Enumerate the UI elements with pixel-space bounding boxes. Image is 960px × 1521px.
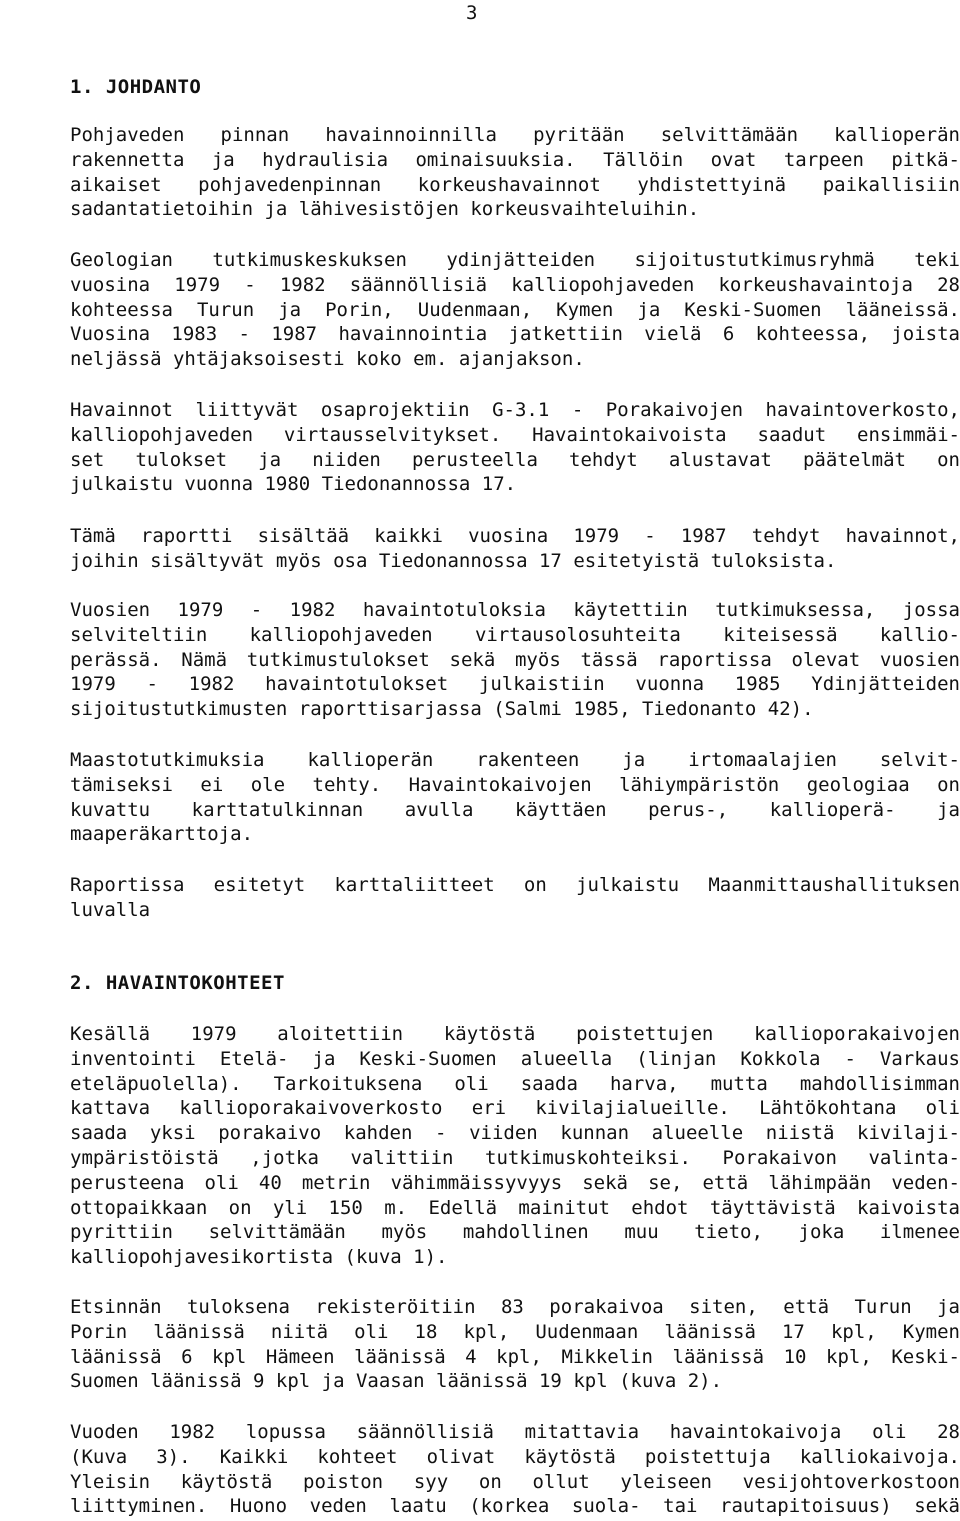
text-line: ottopaikkaan on yli 150 m. Edellä mainitut ehdot täyttävistä kaivoista bbox=[70, 1196, 960, 1219]
text-line: läänissä 6 kpl Hämeen läänissä 4 kpl, Mikkelin läänissä 10 kpl, Keski- bbox=[70, 1345, 960, 1368]
text-line: Suomen läänissä 9 kpl ja Vaasan läänissä 19 kpl (kuva 2). bbox=[70, 1370, 723, 1393]
text-line: kuvattu karttatulkinnan avulla käyttäen perus-, kallioperä- ja bbox=[70, 798, 960, 821]
paragraph bbox=[70, 748, 960, 847]
text-line: selviteltiin kalliopohjaveden virtausolosuhteita kiteisessä kallio- bbox=[70, 623, 960, 646]
paragraph bbox=[70, 123, 960, 222]
text-line: julkaistu vuonna 1980 Tiedonannossa 17. bbox=[70, 473, 517, 496]
text-line: perusteena oli 40 metrin vähimmäissyvyys sekä se, että lähimpään veden- bbox=[70, 1171, 960, 1194]
text-line: pyrittiin selvittämään myös mahdollinen muu tieto, joka ilmenee bbox=[70, 1221, 960, 1244]
text-line: Vuoden 1982 lopussa säännöllisiä mitattavia havaintokaivoja oli 28 bbox=[70, 1421, 960, 1443]
text-line: Maastotutkimuksia kallioperän rakenteen ja irtomaalajien selvit- bbox=[70, 749, 960, 771]
text-line: kalliopohjaveden virtausselvitykset. Havaintokaivoista saadut ensimmäi- bbox=[70, 423, 960, 446]
text-line: rakennetta ja hydraulisia ominaisuuksia. Tällöin ovat tarpeen pitkä- bbox=[70, 148, 960, 171]
text-line: Pohjaveden pinnan havainnoinnilla pyritään selvittämään kallioperän bbox=[70, 124, 960, 146]
text-line: (Kuva 3). Kaikki kohteet olivat käytöstä poistettuja kalliokaivoja. bbox=[70, 1445, 960, 1468]
section-2-heading: 2. HAVAINTOKOHTEET bbox=[70, 972, 285, 994]
text-line: eteläpuolella). Tarkoituksena oli saada harva, mutta mahdollisimman bbox=[70, 1072, 960, 1095]
paragraph bbox=[70, 873, 960, 923]
text-line: ympäristöistä ,jotka valittiin tutkimuskohteiksi. Porakaivon valinta- bbox=[70, 1146, 960, 1169]
paragraph bbox=[70, 398, 960, 497]
text-line: sadantatietoihin ja lähivesistöjen korkeusvaihteluihin. bbox=[70, 198, 700, 221]
text-line: Kesällä 1979 aloitettiin käytöstä poistettujen kallioporakaivojen bbox=[70, 1023, 960, 1045]
text-line: Etsinnän tuloksena rekisteröitiin 83 porakaivoa siten, että Turun ja bbox=[70, 1296, 960, 1318]
text-line: Yleisin käytöstä poiston syy on ollut yleiseen vesijohtoverkostoon bbox=[70, 1470, 960, 1493]
text-line: set tulokset ja niiden perusteella tehdyt alustavat päätelmät on bbox=[70, 448, 960, 471]
text-line: liittyminen. Huono veden laatu (korkea suola- tai rautapitoisuus) sekä bbox=[70, 1495, 960, 1518]
text-line: Raportissa esitetyt karttaliitteet on julkaistu Maanmittaushallituksen bbox=[70, 874, 960, 896]
text-line: sijoitustutkimusten raporttisarjassa (Salmi 1985, Tiedonanto 42). bbox=[70, 698, 814, 721]
text-line: neljässä yhtäjaksoisesti koko em. ajanjakson. bbox=[70, 348, 585, 371]
text-line: kohteessa Turun ja Porin, Uudenmaan, Kymen ja Keski-Suomen lääneissä. bbox=[70, 298, 960, 321]
text-line: aikaiset pohjavedenpinnan korkeushavainnot yhdistettyinä paikallisiin bbox=[70, 173, 960, 196]
text-line: maaperäkarttoja. bbox=[70, 823, 254, 846]
paragraph bbox=[70, 598, 960, 722]
text-line: Geologian tutkimuskeskuksen ydinjätteiden sijoitustutkimusryhmä teki bbox=[70, 249, 960, 271]
text-line: 1979 - 1982 havaintotulokset julkaistiin vuonna 1985 Ydinjätteiden bbox=[70, 673, 960, 696]
page-number: 3 bbox=[466, 2, 478, 24]
text-line: Vuosina 1983 - 1987 havainnointia jatkettiin vielä 6 kohteessa, joista bbox=[70, 323, 960, 346]
text-line: kalliopohjavesikortista (kuva 1). bbox=[70, 1246, 448, 1269]
text-line: kattava kallioporakaivoverkosto eri kivilajialueille. Lähtökohtana oli bbox=[70, 1097, 960, 1120]
paragraph bbox=[70, 1295, 960, 1394]
paragraph bbox=[70, 524, 960, 574]
text-line: saada yksi porakaivo kahden - viiden kunnan alueelle niistä kivilaji- bbox=[70, 1122, 960, 1145]
text-line: luvalla bbox=[70, 898, 151, 921]
text-line: joihin sisältyvät myös osa Tiedonannossa 17 esitetyistä tuloksista. bbox=[70, 549, 837, 572]
paragraph bbox=[70, 1420, 960, 1519]
text-line: tämiseksi ei ole tehty. Havaintokaivojen lähiympäristön geologiaa on bbox=[70, 773, 960, 796]
text-line: vuosina 1979 - 1982 säännöllisiä kalliopohjaveden korkeushavaintoja 28 bbox=[70, 273, 960, 296]
text-line: Porin läänissä niitä oli 18 kpl, Uudenmaan läänissä 17 kpl, Kymen bbox=[70, 1320, 960, 1343]
text-line: Tämä raportti sisältää kaikki vuosina 1979 - 1987 tehdyt havainnot, bbox=[70, 525, 960, 547]
paragraph bbox=[70, 1022, 960, 1270]
text-line: Vuosien 1979 - 1982 havaintotuloksia käytettiin tutkimuksessa, jossa bbox=[70, 599, 960, 621]
text-line: perässä. Nämä tutkimustulokset sekä myös tässä raportissa olevat vuosien bbox=[70, 648, 960, 671]
text-line: inventointi Etelä- ja Keski-Suomen alueella (linjan Kokkola - Varkaus bbox=[70, 1047, 960, 1070]
text-line: Havainnot liittyvät osaprojektiin G-3.1 - Porakaivojen havaintoverkosto, bbox=[70, 399, 960, 421]
section-1-heading: 1. JOHDANTO bbox=[70, 76, 202, 98]
paragraph bbox=[70, 248, 960, 372]
